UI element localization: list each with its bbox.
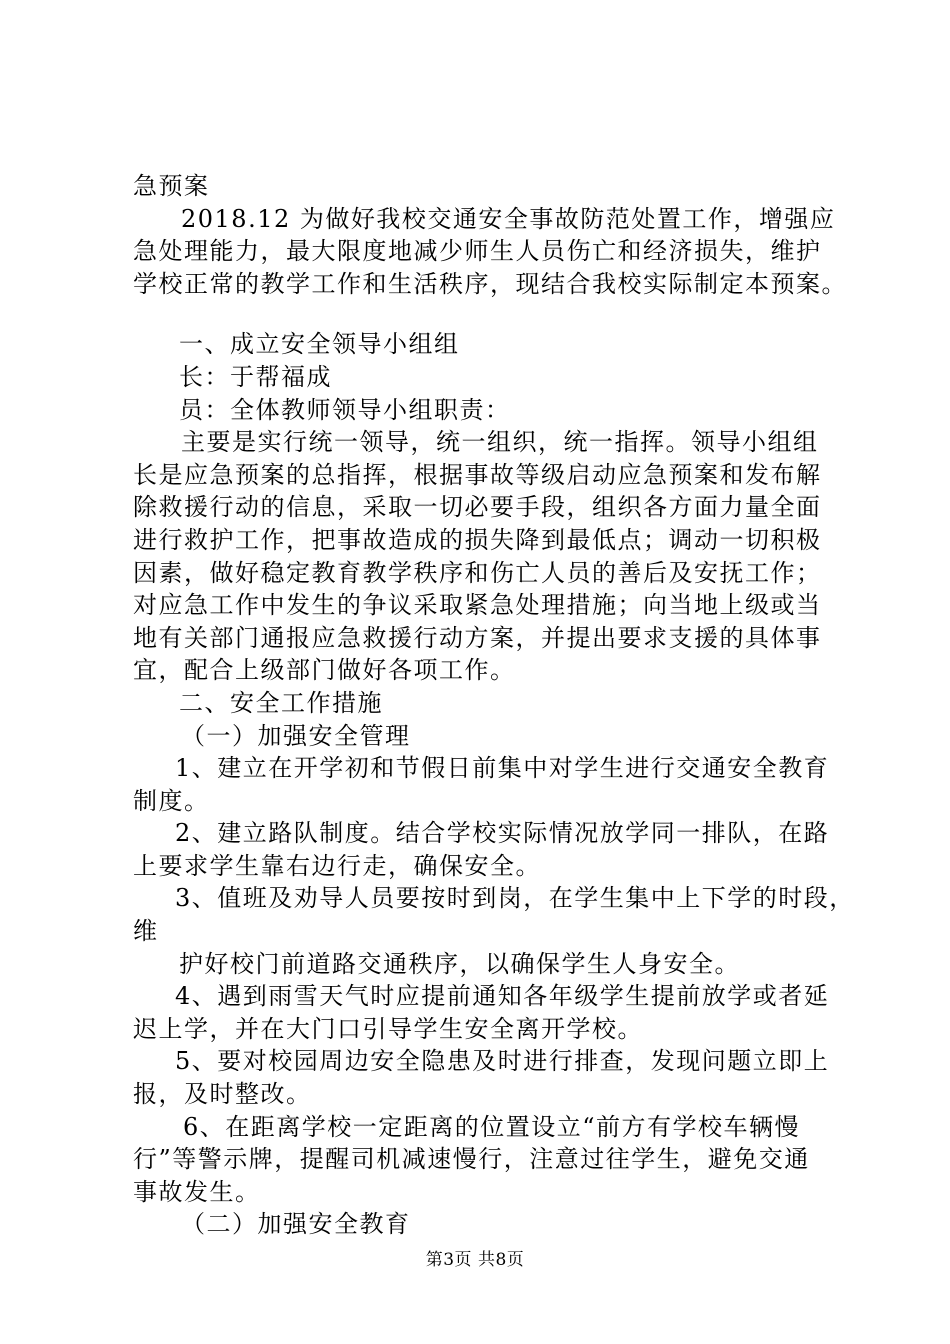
text-line: 护好校门前道路交通秩序，以确保学生人身安全。 — [179, 949, 740, 978]
text-line: 一、成立安全领导小组组 — [179, 330, 460, 359]
text-line: 3、值班及劝导人员要按时到岗，在学生集中上下学的时段， — [175, 884, 855, 913]
text-line: 对应急工作中发生的争议采取紧急处理措施；向当地上级或当 — [133, 591, 822, 620]
document-body — [133, 170, 858, 1241]
text-line: 6、在距离学校一定距离的位置设立“前方有学校车辆慢 — [183, 1112, 801, 1141]
text-line: 维 — [133, 917, 159, 946]
text-line: （二）加强安全教育 — [181, 1210, 411, 1239]
text-line: 二、安全工作措施 — [179, 688, 383, 717]
text-line: 员：全体教师领导小组职责： — [179, 395, 511, 424]
page-footer: 第3页 共8页 — [425, 1250, 525, 1270]
text-line: 行”等警示牌，提醒司机减速慢行，注意过往学生，避免交通 — [133, 1145, 810, 1174]
text-line: 宜，配合上级部门做好各项工作。 — [133, 656, 516, 685]
text-line: 5、要对校园周边安全隐患及时进行排查，发现问题立即上 — [175, 1047, 830, 1076]
text-line: 长：于帮福成 — [179, 362, 332, 391]
text-line: 2、建立路队制度。结合学校实际情况放学同一排队，在路 — [175, 819, 830, 848]
text-line: 除救援行动的信息，采取一切必要手段，组织各方面力量全面 — [133, 493, 822, 522]
text-line: 长是应急预案的总指挥，根据事故等级启动应急预案和发布解 — [133, 460, 822, 489]
text-line: 事故发生。 — [133, 1177, 261, 1206]
text-line: 地有关部门通报应急救援行动方案，并提出要求支援的具体事 — [133, 623, 822, 652]
text-line: 上要求学生靠右边行走，确保安全。 — [133, 851, 541, 880]
text-line: 迟上学，并在大门口引导学生安全离开学校。 — [133, 1014, 643, 1043]
text-line: 进行救护工作，把事故造成的损失降到最低点；调动一切积极 — [133, 525, 822, 554]
text-line: （一）加强安全管理 — [181, 721, 411, 750]
text-line: 急处理能力，最大限度地减少师生人员伤亡和经济损失，维护 — [133, 237, 822, 266]
text-line: 主要是实行统一领导，统一组织，统一指挥。领导小组组 — [181, 428, 819, 457]
text-line: 学校正常的教学工作和生活秩序，现结合我校实际制定本预案。 — [133, 269, 847, 298]
text-line: 制度。 — [133, 786, 210, 815]
text-line: 4、遇到雨雪天气时应提前通知各年级学生提前放学或者延 — [175, 982, 830, 1011]
text-line: 因素，做好稳定教育教学秩序和伤亡人员的善后及安抚工作； — [133, 558, 822, 587]
text-line: 2018.12 为做好我校交通安全事故防范处置工作，增强应 — [181, 204, 836, 233]
text-line: 报，及时整改。 — [133, 1080, 312, 1109]
paragraph-gap — [133, 300, 858, 328]
text-line: 急预案 — [133, 172, 210, 200]
text-line: 1、建立在开学初和节假日前集中对学生进行交通安全教育 — [175, 754, 830, 783]
